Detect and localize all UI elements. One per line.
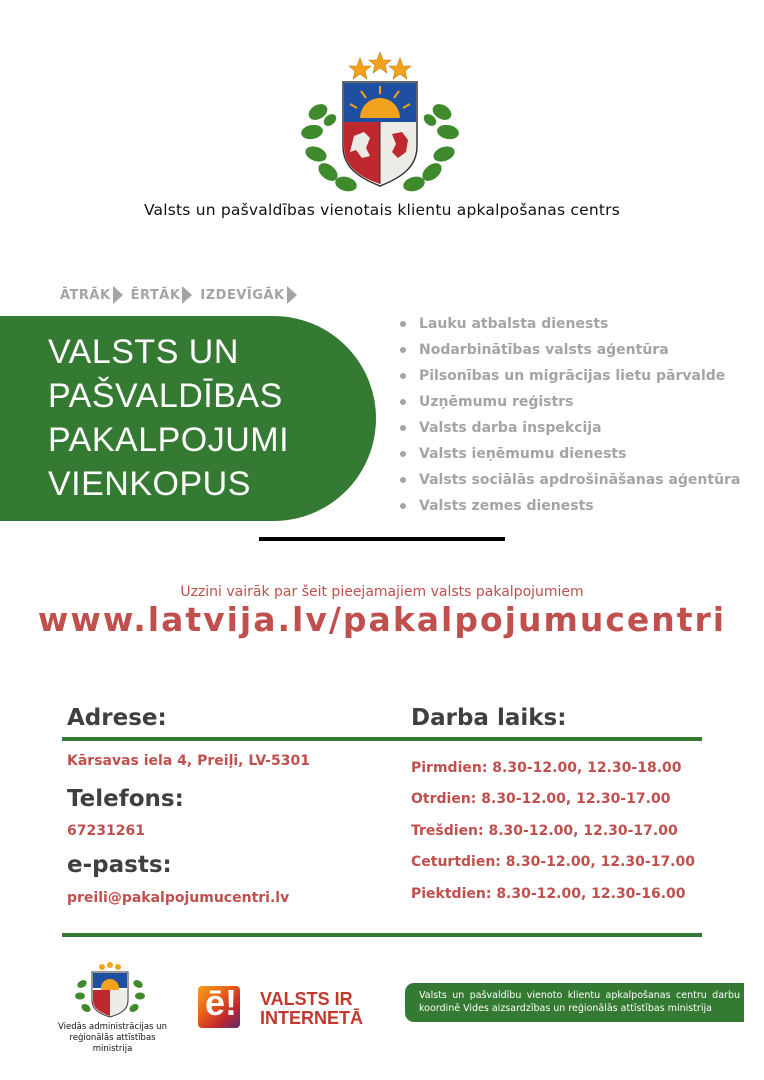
bullet-dot-icon bbox=[400, 451, 406, 457]
latvia-coat-of-arms bbox=[300, 50, 460, 200]
bullet-dot-icon bbox=[400, 477, 406, 483]
slogan-item: ĒRTĀK bbox=[131, 286, 197, 304]
hero-line: VALSTS UN bbox=[48, 333, 239, 371]
list-item: Valsts sociālās apdrošināšanas aģentūra bbox=[400, 470, 740, 496]
email-heading: e-pasts: bbox=[67, 852, 172, 878]
divider bbox=[62, 933, 702, 937]
learn-more-text: Uzzini vairāk par šeit pieejamajiem valsts pakalpojumiem bbox=[180, 584, 584, 600]
list-item: Nodarbinātības valsts aģentūra bbox=[400, 340, 740, 366]
evalsts-mark: ē! bbox=[204, 982, 237, 1023]
chevron-right-icon bbox=[182, 286, 192, 304]
address-value: Kārsavas iela 4, Preiļi, LV-5301 bbox=[67, 753, 310, 769]
phone-value[interactable]: 67231261 bbox=[67, 823, 145, 839]
address-heading: Adrese: bbox=[67, 705, 167, 731]
slogan-item: IZDEVĪGĀK bbox=[200, 286, 300, 304]
list-item: Valsts zemes dienests bbox=[400, 496, 740, 522]
bullet-dot-icon bbox=[400, 399, 406, 405]
hours-row: Otrdien: 8.30-12.00, 12.30-17.00 bbox=[411, 791, 671, 807]
phone-heading: Telefons: bbox=[67, 786, 184, 812]
ministry-name: Viedās administrācijas un reģionālās attīstības ministrija bbox=[58, 1022, 167, 1054]
hero-line: VIENKOPUS bbox=[48, 465, 251, 503]
website-link[interactable]: www.latvija.lv/pakalpojumucentri bbox=[37, 600, 727, 639]
list-item: Valsts ieņēmumu dienests bbox=[400, 444, 740, 470]
bullet-dot-icon bbox=[400, 503, 406, 509]
list-item: Lauku atbalsta dienests bbox=[400, 314, 740, 340]
divider bbox=[62, 737, 702, 741]
ministry-coat-of-arms bbox=[72, 962, 148, 1018]
services-list bbox=[400, 314, 740, 522]
hero-line: PAŠVALDĪBAS bbox=[48, 377, 283, 415]
evalsts-text: VALSTS IR INTERNETĀ bbox=[260, 989, 363, 1028]
bullet-dot-icon bbox=[400, 373, 406, 379]
slogan-item: ĀTRĀK bbox=[60, 286, 127, 304]
email-value[interactable]: preili@pakalpojumucentri.lv bbox=[67, 890, 290, 906]
chevron-right-icon bbox=[287, 286, 297, 304]
hours-heading: Darba laiks: bbox=[411, 705, 567, 731]
hours-row: Ceturtdien: 8.30-12.00, 12.30-17.00 bbox=[411, 854, 695, 870]
bullet-dot-icon bbox=[400, 321, 406, 327]
bullet-dot-icon bbox=[400, 347, 406, 353]
hero-title bbox=[48, 330, 289, 506]
hours-row: Piektdien: 8.30-12.00, 12.30-16.00 bbox=[411, 886, 686, 902]
hours-row: Trešdien: 8.30-12.00, 12.30-17.00 bbox=[411, 823, 678, 839]
bullet-dot-icon bbox=[400, 425, 406, 431]
divider bbox=[259, 537, 505, 541]
hours-row: Pirmdien: 8.30-12.00, 12.30-18.00 bbox=[411, 760, 682, 776]
list-item: Valsts darba inspekcija bbox=[400, 418, 740, 444]
list-item: Uzņēmumu reģistrs bbox=[400, 392, 740, 418]
coordination-note: Valsts un pašvaldību vienoto klientu apkalpošanas centru darbu koordinē Vides aizsardzības un reģionālās attīstības ministrija bbox=[405, 983, 744, 1022]
hero-line: PAKALPOJUMI bbox=[48, 421, 290, 459]
evalsts-logo bbox=[198, 978, 256, 1030]
slogan bbox=[60, 286, 301, 304]
header-title: Valsts un pašvaldības vienotais klientu apkalpošanas centrs bbox=[143, 201, 621, 219]
chevron-right-icon bbox=[113, 286, 123, 304]
list-item: Pilsonības un migrācijas lietu pārvalde bbox=[400, 366, 740, 392]
